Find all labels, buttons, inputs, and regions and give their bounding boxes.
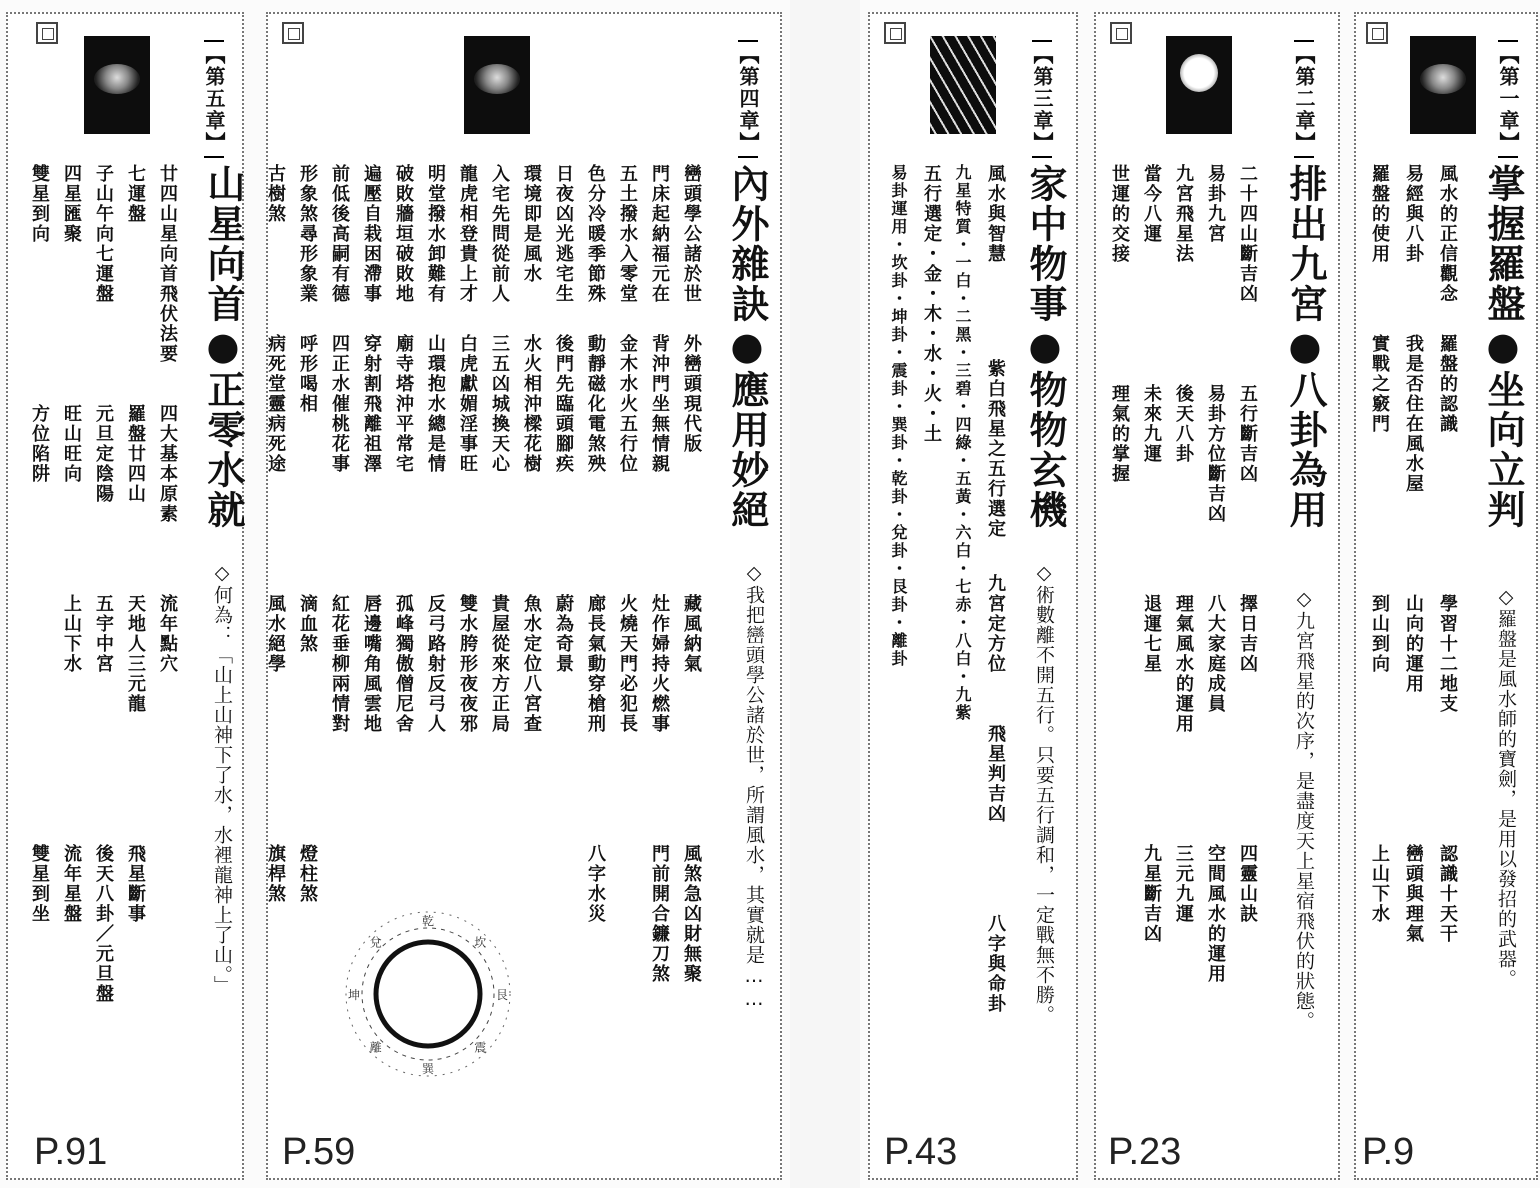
chapter-topic: 五宇中宮 [93,594,114,674]
chapter-topic: 世運的交接 [1109,164,1130,264]
chapter-label: 【第一章】 [1498,40,1518,158]
compass-label: 艮 [495,988,509,1002]
chapter-title: 山星向首●正零水就 [201,164,245,530]
chapter-topic: 理氣的掌握 [1109,384,1130,484]
chapter-topic: 元旦定陰陽 [93,404,114,504]
chapter-topic: 易卦方位斷吉凶 [1205,384,1226,524]
chapter-topic: 日夜凶光逃宅生 [553,164,574,304]
chapter-topic: 前低後高嗣有德 [329,164,350,304]
chapter-topic: 遍壓自栽困滯事 [361,164,382,304]
chapter-title: 掌握羅盤●坐向立判 [1481,164,1525,530]
chapter-topic: 穿射割飛離祖澤 [361,334,382,474]
chapter-topic: 後天八卦 [1173,384,1194,464]
chapter-topic: 易卦運用・坎卦・坤卦・震卦・巽卦・乾卦・兌卦・艮卦・離卦 [889,164,908,668]
compass-label: 兌 [369,935,382,950]
chapter-topic: 環境即是風水 [521,164,542,284]
chapter-topic: 旺山旺向 [61,404,82,484]
chapter-topic: 紫白飛星之五行選定 [985,359,1006,539]
chapter-title: 內外雜訣●應用妙絕 [725,164,769,530]
chapter-topic: 火燒天門必犯長 [617,594,638,734]
chapter-topic: 蔚為奇景 [553,594,574,674]
chapter-topic: 風水絕學 [265,594,286,674]
chapter-topic: 明堂撥水卸難有 [425,164,446,304]
chapter-topic: 未來九運 [1141,384,1162,464]
chapter-topic: 龍虎相登貴上才 [457,164,478,304]
chapter-topic: 四正水催桃花事 [329,334,350,474]
chapter-topic: 羅盤的使用 [1369,164,1390,264]
chapter-topic: 四靈山訣 [1237,844,1258,924]
chapter-topic: 魚水定位八宮查 [521,594,542,734]
chapter-topic: 羅盤的認識 [1437,334,1458,434]
page-number: P.9 [1362,1131,1415,1173]
chapter-corner-icon [36,22,58,44]
chapter-topic: 旗桿煞 [265,844,286,904]
chapter-photo [1410,36,1476,134]
chapter-topic: 雙星到坐 [29,844,50,924]
chapter-topic: 理氣風水的運用 [1173,594,1194,734]
chapter-topic: 金木水火五行位 [617,334,638,474]
chapter-topic: 外巒頭現代版 [681,334,702,454]
chapter-topic: 風煞急凶財無聚 [681,844,702,984]
compass-label: 乾 [421,914,435,928]
chapter-topic: 我是否住在風水屋 [1403,334,1424,494]
chapter-panel-4 [266,12,782,1180]
chapter-topic: 學習十二地支 [1437,594,1458,714]
chapter-label: 【第二章】 [1294,40,1314,158]
chapter-intro: ◇羅盤是風水師的寶劍，是用以發招的武器。 [1495,586,1517,989]
chapter-topic: 上山下水 [1369,844,1390,924]
compass-label: 離 [369,1040,382,1055]
chapter-topic: 九星斷吉凶 [1141,844,1162,944]
chapter-topic: 三元九運 [1173,844,1194,924]
chapter-topic: 九星特質・一白・二黑・三碧・四綠・五黃・六白・七赤・八白・九紫 [953,164,972,722]
chapter-label: 【第四章】 [738,40,758,158]
chapter-topic: 擇日吉凶 [1237,594,1258,674]
chapter-intro: ◇我把巒頭學公諸於世，所謂風水，其實就是…… [743,562,765,1011]
chapter-topic: 九宮定方位 [985,574,1006,674]
chapter-topic: 山環抱水總是情 [425,334,446,474]
chapter-topic: 易卦九宮 [1205,164,1226,244]
chapter-topic: 背沖門坐無情親 [649,334,670,474]
chapter-topic: 七運盤 [125,164,146,224]
compass-label: 震 [474,1040,487,1055]
chapter-topic: 五行斷吉凶 [1237,384,1258,484]
chapter-topic: 灶作婦持火燃事 [649,594,670,734]
chapter-topic: 孤峰獨傲僧尼舍 [393,594,414,734]
chapter-topic: 形象煞尋形象業 [297,164,318,304]
chapter-topic: 實戰之竅門 [1369,334,1390,434]
chapter-corner-icon [1366,22,1388,44]
page-number: P.43 [884,1131,958,1173]
chapter-topic: 風水的正信觀念 [1437,164,1458,304]
chapter-topic: 上山下水 [61,594,82,674]
chapter-topic: 四大基本原素 [157,404,178,524]
chapter-topic: 退運七星 [1141,594,1162,674]
chapter-topic: 八字與命卦 [985,914,1006,1014]
chapter-topic: 病死堂靈病死途 [265,334,286,474]
page-gutter [790,0,860,1188]
chapter-topic: 動靜磁化電煞殃 [585,334,606,474]
chapter-topic: 空間風水的運用 [1205,844,1226,984]
chapter-intro: ◇術數離不開五行。只要五行調和，一定戰無不勝。 [1033,562,1055,1025]
chapter-topic: 廿四山星向首飛伏法要 [157,164,178,364]
chapter-corner-icon [1110,22,1132,44]
chapter-topic: 流年點穴 [157,594,178,674]
chapter-topic: 紅花垂柳兩情對 [329,594,350,734]
chapter-topic: 當今八運 [1141,164,1162,244]
chapter-topic: 飛星斷事 [125,844,146,924]
chapter-photo [930,36,996,134]
chapter-panel-2 [1094,12,1340,1180]
chapter-topic: 到山到向 [1369,594,1390,674]
chapter-photo [464,36,530,134]
chapter-topic: 雙星到向 [29,164,50,244]
chapter-topic: 滴血煞 [297,594,318,654]
chapter-topic: 破敗牆垣破敗地 [393,164,414,304]
chapter-corner-icon [282,22,304,44]
chapter-topic: 風水與智慧 [985,164,1006,264]
chapter-label: 【第三章】 [1032,40,1052,158]
chapter-topic: 白虎獻媚淫事旺 [457,334,478,474]
page-number: P.23 [1108,1131,1182,1173]
chapter-topic: 門床起納福元在 [649,164,670,304]
page-number: P.91 [34,1131,108,1173]
chapter-topic: 門前開合鐮刀煞 [649,844,670,984]
chapter-topic: 方位陷阱 [29,404,50,484]
chapter-topic: 水火相沖樑花樹 [521,334,542,474]
chapter-topic: 五行選定・金・木・水・火・土 [921,164,942,444]
chapter-topic: 山向的運用 [1403,594,1424,694]
chapter-topic: 後天八卦／元旦盤 [93,844,114,1004]
chapter-photo [1166,36,1232,134]
chapter-title: 家中物事●物物玄機 [1023,164,1067,530]
chapter-topic: 入宅先問從前人 [489,164,510,304]
chapter-topic: 廊長氣動穿槍刑 [585,594,606,734]
chapter-topic: 認識十天干 [1437,844,1458,944]
chapter-topic: 呼形喝相 [297,334,318,414]
chapter-panel-1 [1354,12,1538,1180]
compass-diagram [328,894,528,1094]
chapter-topic: 八大家庭成員 [1205,594,1226,714]
chapter-label: 【第五章】 [204,40,224,158]
compass-label: 坤 [347,988,361,1002]
chapter-topic: 燈柱煞 [297,844,318,904]
chapter-topic: 反弓路射反弓人 [425,594,446,734]
compass-label: 巽 [421,1062,435,1076]
chapter-topic: 古樹煞 [265,164,286,224]
chapter-topic: 子山午向七運盤 [93,164,114,304]
chapter-topic: 羅盤廿四山 [125,404,146,504]
chapter-topic: 三五凶城換天心 [489,334,510,474]
chapter-topic: 巒頭學公諸於世 [681,164,702,304]
chapter-topic: 唇邊嘴角風雲地 [361,594,382,734]
chapter-panel-5 [6,12,244,1180]
chapter-topic: 九宮飛星法 [1173,164,1194,264]
chapter-topic: 四星匯聚 [61,164,82,244]
compass-label: 坎 [474,935,487,950]
chapter-topic: 藏風納氣 [681,594,702,674]
chapter-topic: 色分冷暖季節殊 [585,164,606,304]
chapter-topic: 飛星判吉凶 [985,724,1006,824]
page-number: P.59 [282,1131,356,1173]
chapter-topic: 雙水胯形夜夜邪 [457,594,478,734]
chapter-topic: 後門先臨頭腳疾 [553,334,574,474]
chapter-topic: 巒頭與理氣 [1403,844,1424,944]
chapter-topic: 二十四山斷吉凶 [1237,164,1258,304]
chapter-topic: 天地人三元龍 [125,594,146,714]
chapter-title: 排出九宮●八卦為用 [1283,164,1327,530]
chapter-topic: 八字水災 [585,844,606,924]
chapter-topic: 流年星盤 [61,844,82,924]
chapter-topic: 貴屋從來方正局 [489,594,510,734]
chapter-topic: 廟寺塔沖平常宅 [393,334,414,474]
chapter-corner-icon [884,22,906,44]
chapter-topic: 五土撥水入零堂 [617,164,638,304]
chapter-intro: ◇九宮飛星的次序，是盡度天上星宿飛伏的狀態。 [1293,588,1315,1031]
chapter-photo [84,36,150,134]
chapter-intro: ◇何為：「山上山神下了水，水裡龍神上了山。」 [211,562,233,996]
chapter-panel-3 [868,12,1078,1180]
chapter-topic: 易經與八卦 [1403,164,1424,264]
